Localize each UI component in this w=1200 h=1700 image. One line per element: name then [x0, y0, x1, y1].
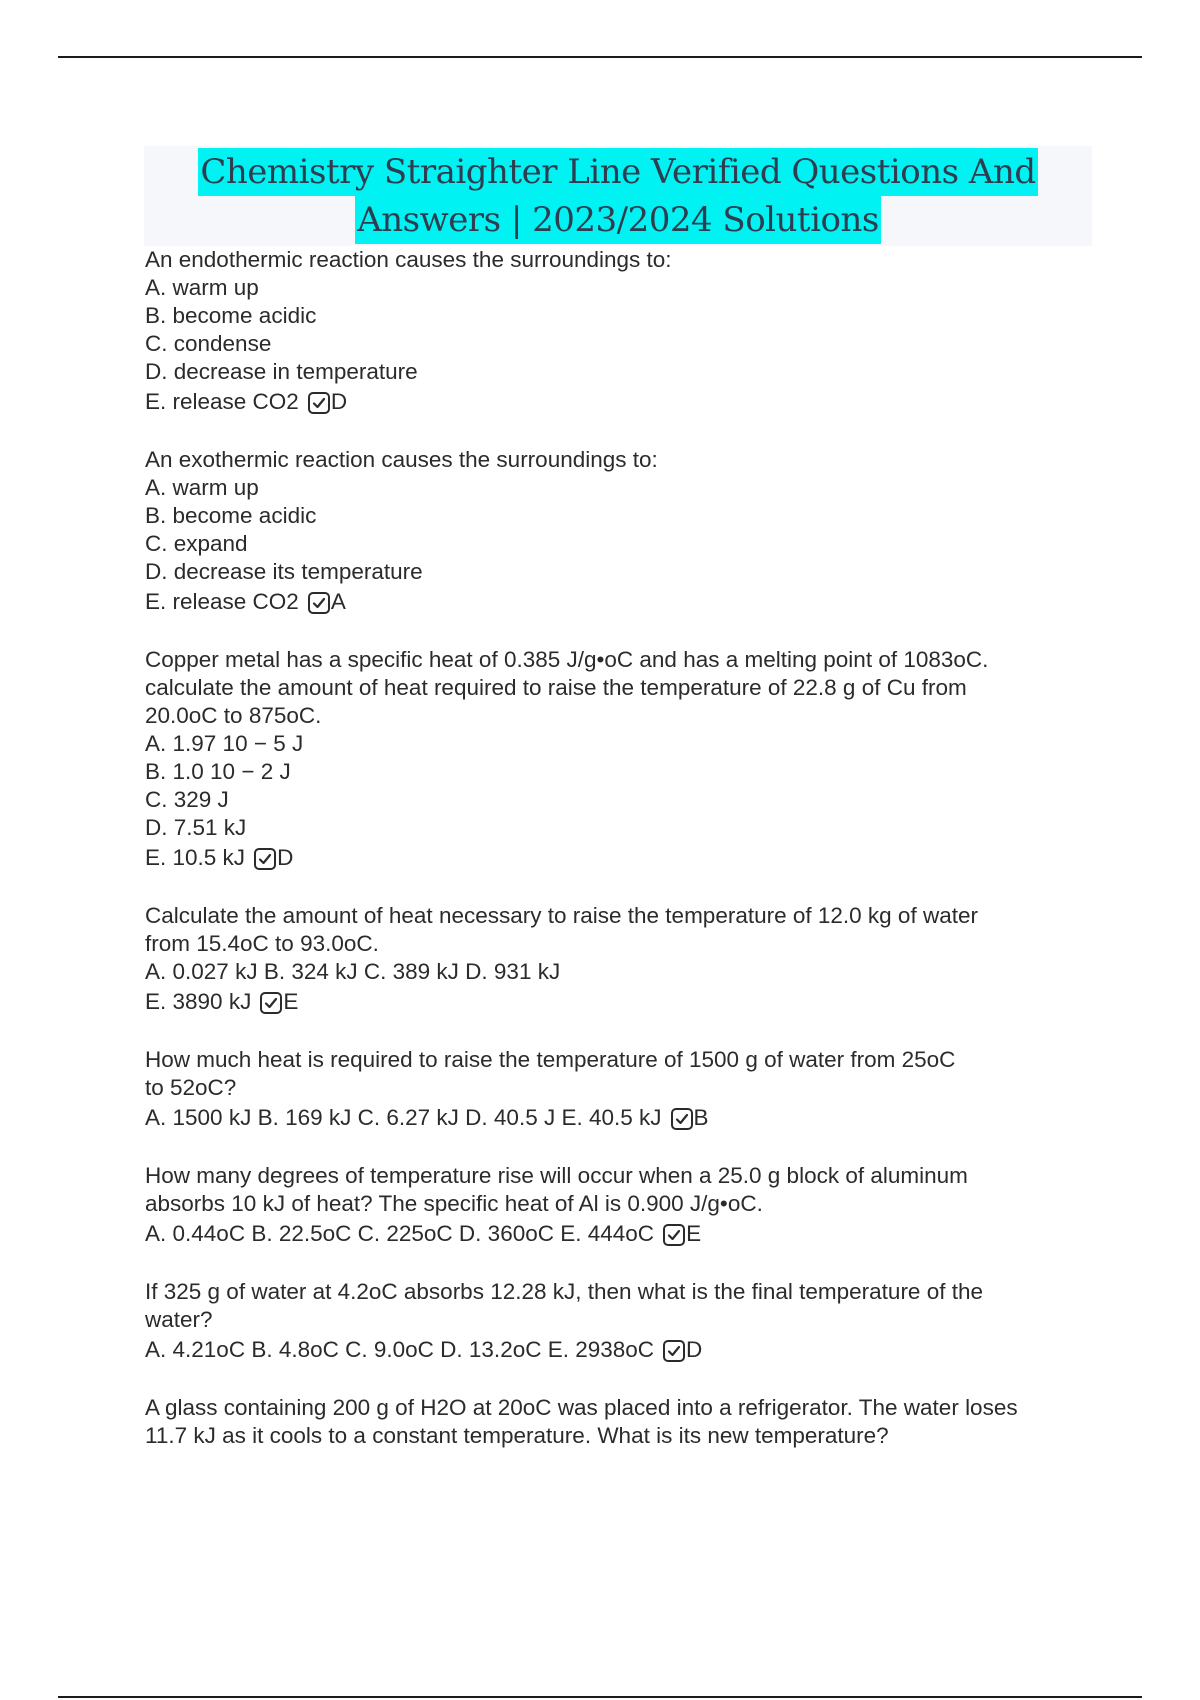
question-line: calculate the amount of heat required to raise the temperature of 22.8 g of Cu from	[145, 675, 967, 700]
question-line: from 15.4oC to 93.0oC.	[145, 931, 379, 956]
question-line: D. decrease in temperature	[145, 359, 418, 384]
bottom-rule	[58, 1696, 1142, 1698]
answer-letter: B	[693, 1105, 709, 1130]
checkbox-checked-icon	[308, 592, 330, 614]
answer-letter: A	[330, 589, 346, 614]
question-block	[145, 446, 1095, 618]
question-line: C. 329 J	[145, 787, 229, 812]
last-option: A. 1500 kJ B. 169 kJ C. 6.27 kJ D. 40.5 J E. 40.5 kJ	[145, 1105, 662, 1130]
question-line: D. 7.51 kJ	[145, 815, 247, 840]
question-text: How many degrees of temperature rise will occur when a 25.0 g block of aluminum	[145, 1163, 968, 1188]
answer-row	[145, 1218, 1095, 1250]
question-block	[145, 1162, 1095, 1250]
question-text: Calculate the amount of heat necessary to raise the temperature of 12.0 kg of water	[145, 903, 978, 928]
checkbox-checked-icon	[254, 848, 276, 870]
question-block	[145, 902, 1095, 1018]
question-line: 20.0oC to 875oC.	[145, 703, 322, 728]
answer-letter: E	[686, 1221, 702, 1246]
answer-row	[145, 586, 1095, 618]
last-option: E. release CO2	[145, 389, 299, 414]
question-text: An endothermic reaction causes the surroundings to:	[145, 247, 672, 272]
document-title	[144, 146, 1092, 246]
question-list	[145, 246, 1095, 1478]
question-line: water?	[145, 1307, 213, 1332]
question-line: B. become acidic	[145, 503, 317, 528]
question-text: If 325 g of water at 4.2oC absorbs 12.28 kJ, then what is the final temperature of the	[145, 1279, 983, 1304]
last-option: A. 4.21oC B. 4.8oC C. 9.0oC D. 13.2oC E. 2938oC	[145, 1337, 655, 1362]
question-line: A. 1.97 10 − 5 J	[145, 731, 304, 756]
title-line-1: Chemistry Straighter Line Verified Questions And	[198, 148, 1037, 196]
checkbox-checked-icon	[671, 1108, 693, 1130]
question-block	[145, 1278, 1095, 1366]
question-line: D. decrease its temperature	[145, 559, 423, 584]
checkbox-checked-icon	[260, 992, 282, 1014]
question-line: A. 0.027 kJ B. 324 kJ C. 389 kJ D. 931 kJ	[145, 959, 561, 984]
answer-row	[145, 1334, 1095, 1366]
question-text: Copper metal has a specific heat of 0.385 J/g•oC and has a melting point of 1083oC.	[145, 647, 989, 672]
question-line: B. become acidic	[145, 303, 317, 328]
question-line: A. warm up	[145, 475, 259, 500]
answer-letter: D	[277, 845, 294, 870]
question-block	[145, 646, 1095, 874]
checkbox-checked-icon	[308, 392, 330, 414]
question-block	[145, 246, 1095, 418]
answer-row	[145, 842, 1095, 874]
answer-row	[145, 1102, 1095, 1134]
answer-letter: D	[686, 1337, 703, 1362]
title-line-2: Answers | 2023/2024 Solutions	[355, 196, 881, 244]
last-option: E. release CO2	[145, 589, 299, 614]
question-line: C. expand	[145, 531, 248, 556]
question-text: An exothermic reaction causes the surroundings to:	[145, 447, 658, 472]
last-option: A. 0.44oC B. 22.5oC C. 225oC D. 360oC E. 444oC	[145, 1221, 655, 1246]
question-text: A glass containing 200 g of H2O at 20oC was placed into a refrigerator. The water loses	[145, 1395, 1018, 1420]
question-line: C. condense	[145, 331, 272, 356]
answer-row	[145, 386, 1095, 418]
question-line: to 52oC?	[145, 1075, 237, 1100]
question-text: How much heat is required to raise the temperature of 1500 g of water from 25oC	[145, 1047, 956, 1072]
question-block	[145, 1394, 1095, 1450]
checkbox-checked-icon	[663, 1340, 685, 1362]
question-line: A. warm up	[145, 275, 259, 300]
answer-row	[145, 986, 1095, 1018]
question-line: B. 1.0 10 − 2 J	[145, 759, 291, 784]
checkbox-checked-icon	[663, 1224, 685, 1246]
question-block	[145, 1046, 1095, 1134]
question-line: 11.7 kJ as it cools to a constant temperature. What is its new temperature?	[145, 1423, 889, 1448]
answer-letter: E	[283, 989, 299, 1014]
last-option: E. 10.5 kJ	[145, 845, 246, 870]
last-option: E. 3890 kJ	[145, 989, 252, 1014]
top-rule	[58, 56, 1142, 58]
question-line: absorbs 10 kJ of heat? The specific heat of Al is 0.900 J/g•oC.	[145, 1191, 763, 1216]
answer-letter: D	[330, 389, 348, 414]
